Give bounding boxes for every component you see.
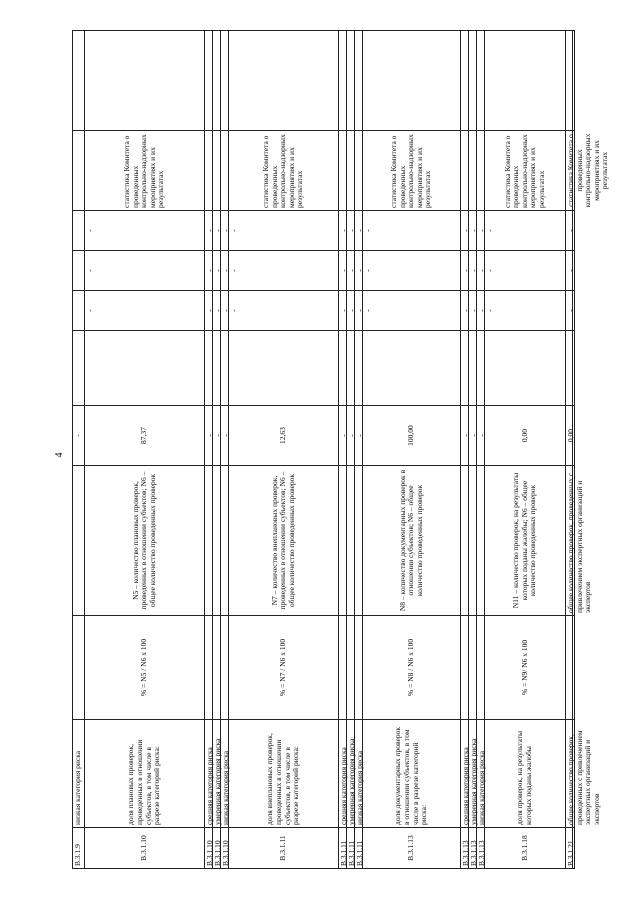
indicator-value: -: [73, 405, 84, 465]
data-source: статистика: [573, 130, 575, 210]
table-row: [72, 30, 84, 869]
table-row: [476, 30, 484, 869]
indicators-table: [72, 30, 610, 869]
table-row: [212, 30, 220, 869]
row-code: В.3.1.10: [85, 827, 204, 869]
row-code: В.3.1.24: [573, 827, 575, 869]
table-row: [362, 30, 460, 869]
column-7: -: [213, 250, 220, 290]
variables-description: N12 количество проверок,: [573, 465, 575, 615]
column-10: [339, 30, 346, 130]
indicator-name: доля плановых проверок, проведенных в отношении субъектов, в том числе в разрезе категорий риска:: [85, 719, 204, 827]
column-7: -: [205, 250, 212, 290]
table-row: [204, 30, 212, 869]
indicator-value: 0,00: [485, 405, 565, 465]
column-5: [213, 330, 220, 405]
indicator-name: средняя категория риска: [339, 719, 346, 827]
column-10: [205, 30, 212, 130]
column-6: -: [485, 290, 565, 330]
column-10: [355, 30, 362, 130]
data-source: [205, 130, 212, 210]
column-8: -: [469, 210, 476, 250]
indicator-value: -: [339, 405, 346, 465]
column-7: -: [355, 250, 362, 290]
formula: [347, 615, 354, 719]
column-8: -: [205, 210, 212, 250]
row-code: В.3.1.11: [347, 827, 354, 869]
variables-description: [205, 465, 212, 615]
indicator-name: умеренная категория риска: [213, 719, 220, 827]
column-6: -: [205, 290, 212, 330]
column-5: [229, 330, 338, 405]
table-row: [228, 30, 338, 869]
column-7: -: [229, 250, 338, 290]
data-source: статистика Комитета о проведенных контрольно-надзорных мероприятиях и их результатах: [566, 130, 572, 210]
column-6: -: [469, 290, 476, 330]
column-7: -: [221, 250, 228, 290]
variables-description: общее количество проверок, проведенных с привлечением экспертных организаций и экспертов: [566, 465, 572, 615]
column-8: -: [339, 210, 346, 250]
column-8: -: [347, 210, 354, 250]
indicator-value: 87,37: [85, 405, 204, 465]
column-7: -: [461, 250, 468, 290]
formula: [221, 615, 228, 719]
formula: [469, 615, 476, 719]
column-5: [469, 330, 476, 405]
data-source: статистика Комитета о проведенных контрольно-надзорных мероприятиях и их результатах: [485, 130, 565, 210]
formula: N10 N6 100: [573, 615, 575, 719]
column-10: [573, 30, 575, 130]
variables-description: [221, 465, 228, 615]
indicator-name: доля проверок, на результаты которых поданы жалобы: [485, 719, 565, 827]
column-5: [477, 330, 484, 405]
column-5: [339, 330, 346, 405]
column-6: -: [347, 290, 354, 330]
indicator-value: 0,00: [566, 405, 572, 465]
table-row: [572, 30, 575, 869]
column-8: -: [229, 210, 338, 250]
column-7: -: [339, 250, 346, 290]
column-5: [355, 330, 362, 405]
column-5: [205, 330, 212, 405]
variables-description: [477, 465, 484, 615]
data-source: статистика Комитета о проведенных контрольно-надзорных мероприятиях и их результатах: [85, 130, 204, 210]
column-10: [461, 30, 468, 130]
formula: [461, 615, 468, 719]
indicator-value: -: [355, 405, 362, 465]
column-8: -: [461, 210, 468, 250]
column-8: -: [213, 210, 220, 250]
column-7: -: [469, 250, 476, 290]
column-10: [213, 30, 220, 130]
column-6: [73, 290, 84, 330]
variables-description: [213, 465, 220, 615]
column-5: [573, 330, 575, 405]
row-code: В.3.1.18: [485, 827, 565, 869]
column-10: [221, 30, 228, 130]
column-8: -: [363, 210, 460, 250]
variables-description: N11 – количество проверок, на результаты которых поданы жалобы; N6 – общее количество проведенных проверок: [485, 465, 565, 615]
indicator-value: -: [221, 405, 228, 465]
indicator-value: -: [477, 405, 484, 465]
column-5: [363, 330, 460, 405]
column-6: -: [229, 290, 338, 330]
data-source: [221, 130, 228, 210]
variables-description: [469, 465, 476, 615]
table-row: [338, 30, 346, 869]
page-number: 4: [54, 452, 65, 458]
column-7: -: [477, 250, 484, 290]
table-row: [484, 30, 565, 869]
indicator-name: умеренная категория риска: [347, 719, 354, 827]
column-6: -: [213, 290, 220, 330]
formula: % = N7 / N6 x 100: [229, 615, 338, 719]
row-code: В.3.1.9: [73, 827, 84, 869]
column-5: [485, 330, 565, 405]
column-7: [73, 250, 84, 290]
row-code: В.3.1.11: [229, 827, 338, 869]
data-source: [355, 130, 362, 210]
column-8: [573, 210, 575, 250]
indicator-name: низкая категория риска: [355, 719, 362, 827]
column-5: [347, 330, 354, 405]
column-10: [363, 30, 460, 130]
column-10: [229, 30, 338, 130]
indicator-value: -: [347, 405, 354, 465]
table-row: [354, 30, 362, 869]
row-code: В.3.1.13: [477, 827, 484, 869]
table-row: [220, 30, 228, 869]
indicator-name: низкая категория риска: [477, 719, 484, 827]
column-6: -: [363, 290, 460, 330]
column-8: -: [221, 210, 228, 250]
column-6: -: [355, 290, 362, 330]
column-10: [469, 30, 476, 130]
row-code: В.3.1.13: [363, 827, 460, 869]
column-8: -: [485, 210, 565, 250]
column-7: [573, 250, 575, 290]
column-10: [85, 30, 204, 130]
variables-description: [339, 465, 346, 615]
column-8: -: [477, 210, 484, 250]
row-code: В.3.1.13: [461, 827, 468, 869]
formula: [73, 615, 84, 719]
column-5: [85, 330, 204, 405]
column-7: -: [85, 250, 204, 290]
formula: [477, 615, 484, 719]
column-6: -: [221, 290, 228, 330]
column-7: -: [347, 250, 354, 290]
column-5: [221, 330, 228, 405]
indicator-name: средняя категория риска: [461, 719, 468, 827]
column-8: -: [355, 210, 362, 250]
variables-description: N7 – количество внеплановых проверок, проведенных в отношении субъектов; N6 – общее количество проведенных проверок: [229, 465, 338, 615]
column-6: [573, 290, 575, 330]
table-row: [346, 30, 354, 869]
indicator-name: доля документарных проверок в отношении субъектов, в том числе в разрезе категорий риска:: [363, 719, 460, 827]
column-7: -: [363, 250, 460, 290]
column-6: -: [85, 290, 204, 330]
data-source: статистика Комитета о проведенных контрольно-надзорных мероприятиях и их результатах: [229, 130, 338, 210]
row-code: В.3.1.10: [205, 827, 212, 869]
variables-description: [461, 465, 468, 615]
column-10: [485, 30, 565, 130]
formula: % = N8 / N6 x 100: [363, 615, 460, 719]
column-8: -: [566, 210, 572, 250]
data-source: [347, 130, 354, 210]
formula: [339, 615, 346, 719]
variables-description: N8 – количество документарных проверок в отношении субъектов; N6 – общее количество проведенных проверок: [363, 465, 460, 615]
indicator-name: общее количество проверок, проведенных с привлечением экспертных организаций и экспертов: [566, 719, 572, 827]
indicator-name: умеренная категория риска: [469, 719, 476, 827]
data-source: [477, 130, 484, 210]
row-code: В.3.1.21: [566, 827, 572, 869]
indicator-value: -: [213, 405, 220, 465]
column-6: -: [339, 290, 346, 330]
column-5: [461, 330, 468, 405]
variables-description: [355, 465, 362, 615]
formula: % = N5 / N6 x 100: [85, 615, 204, 719]
formula: [213, 615, 220, 719]
column-10: [347, 30, 354, 130]
row-code: В.3.1.11: [339, 827, 346, 869]
indicator-value: 100,00: [363, 405, 460, 465]
column-10: [477, 30, 484, 130]
table-row: [84, 30, 204, 869]
column-8: [73, 210, 84, 250]
table-row: [460, 30, 468, 869]
data-source: [213, 130, 220, 210]
indicator-value: -: [469, 405, 476, 465]
indicator-value: -: [205, 405, 212, 465]
variables-description: [73, 465, 84, 615]
indicator-value: 0,00: [573, 405, 575, 465]
column-7: -: [485, 250, 565, 290]
data-source: [461, 130, 468, 210]
indicator-name: доля внеплановых проверок, проведенных в отношении субъектов, в том числе в разрезе категорий риска:: [229, 719, 338, 827]
column-6: -: [477, 290, 484, 330]
column-6: -: [566, 290, 572, 330]
indicator-name: средняя категория риска: [205, 719, 212, 827]
variables-description: [347, 465, 354, 615]
column-7: -: [566, 250, 572, 290]
formula: [205, 615, 212, 719]
row-code: В.3.1.10: [213, 827, 220, 869]
row-code: В.3.1.10: [221, 827, 228, 869]
row-code: В.3.1.13: [469, 827, 476, 869]
table-row: [468, 30, 476, 869]
variables-description: N5 – количество плановых проверок, проведенных в отношении субъектов; N6 – общее количество проведенных проверок: [85, 465, 204, 615]
data-source: статистика Комитета о проведенных контрольно-надзорных мероприятиях и их результатах: [363, 130, 460, 210]
indicator-name: доля проверок, результаты: [573, 719, 575, 827]
data-source: [339, 130, 346, 210]
indicator-value: -: [461, 405, 468, 465]
row-code: В.3.1.11: [355, 827, 362, 869]
formula: [355, 615, 362, 719]
column-5: [73, 330, 84, 405]
column-6: -: [461, 290, 468, 330]
data-source: [73, 130, 84, 210]
column-10: [73, 30, 84, 130]
data-source: [469, 130, 476, 210]
column-8: -: [85, 210, 204, 250]
indicator-name: низкая категория риска: [221, 719, 228, 827]
indicator-value: 12,63: [229, 405, 338, 465]
formula: % = N9/ N6 x 100: [485, 615, 565, 719]
indicator-name: низкая категория риска: [73, 719, 84, 827]
